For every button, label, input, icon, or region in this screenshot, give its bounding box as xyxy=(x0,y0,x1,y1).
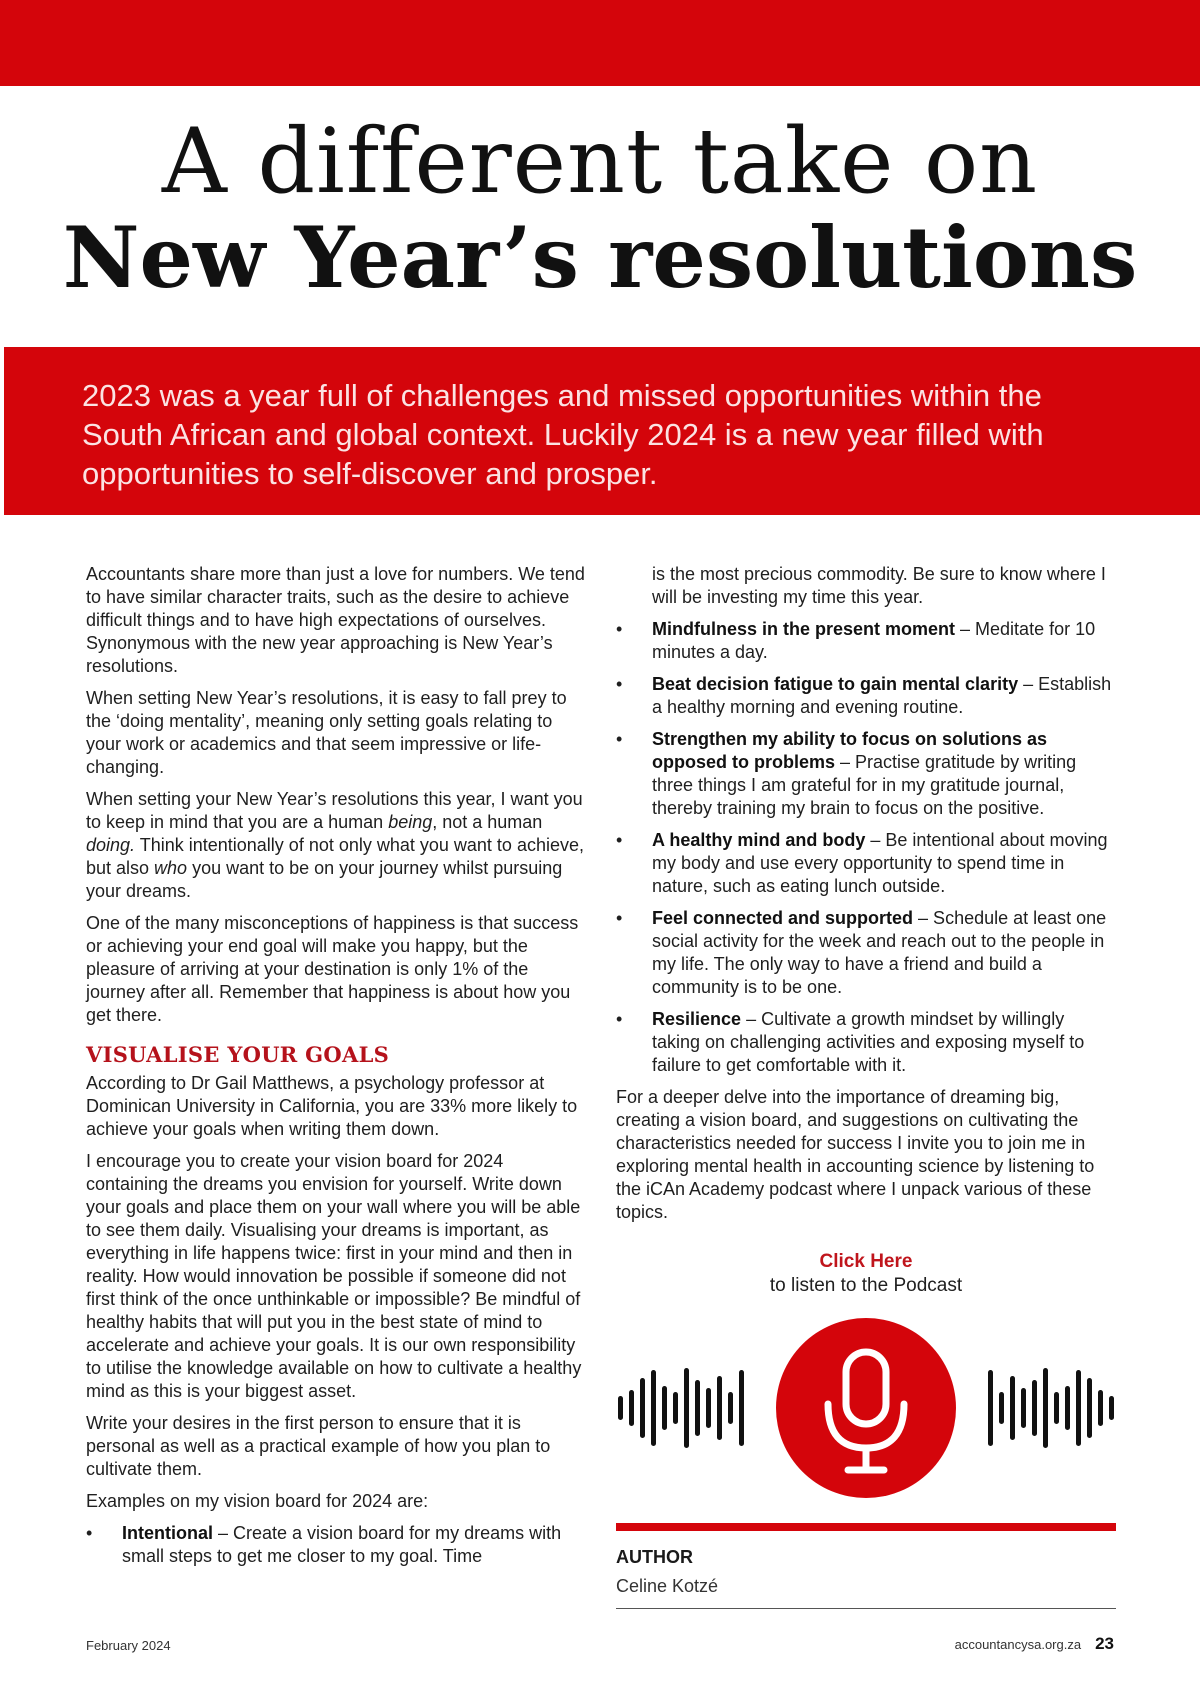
text-run: Think intentionally of not only what you want to achieve, but also xyxy=(86,835,584,878)
bullet-text: – Create a vision board for my dreams with small steps to get me closer to my goal. Time xyxy=(122,1523,562,1566)
bullet-title: Feel connected and supported xyxy=(652,908,914,928)
list-item xyxy=(616,673,1116,719)
bullet-icon: • xyxy=(616,729,623,749)
bullet-text: – Practise gratitude by writing three things I am grateful for in my gratitude journal, thereby training my brain to focus on the positive. xyxy=(652,752,1077,818)
bullet-icon: • xyxy=(616,908,623,928)
bullet-icon: • xyxy=(616,674,623,694)
bullet-text: – Establish a healthy morning and evening routine. xyxy=(652,674,1112,717)
podcast-cta[interactable] xyxy=(616,1250,1116,1298)
top-banner xyxy=(0,0,1200,86)
bullet-text: – Cultivate a growth mindset by willingly taking on challenging activities and exposing myself to failure to get comfortable with it. xyxy=(652,1009,1085,1075)
text-run: , not a human xyxy=(432,812,543,832)
paragraph: One of the many misconceptions of happiness is that success or achieving your end goal will make you happy, but the pleasure of arriving at your destination is only 1% of the journey after all. Remember that happiness is about how you get there. xyxy=(86,913,579,1025)
paragraph: For a deeper delve into the importance of dreaming big, creating a vision board, and suggestions on cultivating the characteristics needed for success I invite you to join me in exploring mental health in accounting science by listening to the iCAn Academy podcast where I unpack various of these topics. xyxy=(616,1087,1095,1222)
left-column xyxy=(86,563,586,1577)
click-here-link[interactable]: Click Here xyxy=(819,1251,913,1272)
bullet-icon: • xyxy=(616,1009,623,1029)
paragraph xyxy=(86,788,586,903)
emphasis: doing. xyxy=(86,835,136,855)
paragraph: I encourage you to create your vision board for 2024 containing the dreams you envision for yourself. Write down your goals and place them on your wall where you will be able to see them daily. Visualising your dreams is important, as everything in life happens twice: first in your mind and then in reality. How would innovation be possible if someone did not first think of the once unthinkable or impossible? Be mindful of healthy habits that will put you in the best state of mind to accelerate and achieve your goals. It is our own responsibility to utilise the knowledge available on how to cultivate a healthy mind as this is your biggest asset. xyxy=(86,1151,582,1401)
list-item xyxy=(616,618,1116,664)
bullet-title: Intentional xyxy=(122,1523,213,1543)
bullet-text: – Meditate for 10 minutes a day. xyxy=(652,619,1096,662)
sound-wave-left xyxy=(618,1368,744,1448)
bullet-title: A healthy mind and body xyxy=(652,830,866,850)
section-heading: VISUALISE YOUR GOALS xyxy=(86,1042,390,1067)
bullet-title: Resilience xyxy=(652,1009,742,1029)
bullet-text: – Be intentional about moving my body and use every opportunity to spend time in nature, such as eating lunch outside. xyxy=(652,830,1108,896)
list-item xyxy=(86,1522,586,1568)
paragraph: Accountants share more than just a love for numbers. We tend to have similar character traits, such as the desire to achieve difficult things and to have high expectations of ourselves. Synonymous with the new year approaching is New Year’s resolutions. xyxy=(86,564,585,676)
paragraph: Write your desires in the first person to ensure that it is personal as well as a practical example of how you plan to cultivate them. xyxy=(86,1413,551,1479)
author-divider xyxy=(616,1523,1116,1531)
bullet-list xyxy=(616,618,1116,1077)
title-line-2: New Year’s resolutions xyxy=(62,208,1138,307)
emphasis: being xyxy=(388,812,433,832)
cta-subtext: to listen to the Podcast xyxy=(769,1275,963,1296)
bullet-title: Beat decision fatigue to gain mental clarity xyxy=(652,674,1019,694)
page-number: 23 xyxy=(1095,1634,1114,1653)
article-title xyxy=(0,109,1200,308)
paragraph: When setting New Year’s resolutions, it is easy to fall prey to the ‘doing mentality’, meaning only setting goals relating to your work or academics and that seem impressive or life-changing. xyxy=(86,688,567,777)
footer-right xyxy=(955,1634,1114,1654)
bullet-icon: • xyxy=(86,1523,93,1543)
list-item xyxy=(616,728,1116,820)
right-column xyxy=(616,563,1116,1233)
footer-site: accountancysa.org.za xyxy=(954,1637,1082,1652)
paragraph: According to Dr Gail Matthews, a psychology professor at Dominican University in California, you are 33% more likely to achieve your goals when writing them down. xyxy=(86,1073,578,1139)
list-item xyxy=(616,829,1116,898)
author-name: Celine Kotzé xyxy=(616,1576,719,1596)
bullet-title: Strengthen my ability to focus on solutions as opposed to problems xyxy=(652,729,1048,772)
sound-wave-right xyxy=(988,1368,1114,1448)
author-underline xyxy=(616,1608,1116,1609)
list-item xyxy=(616,907,1116,999)
bullet-icon: • xyxy=(616,619,623,639)
podcast-graphic[interactable] xyxy=(616,1318,1116,1498)
bullet-icon: • xyxy=(616,830,623,850)
bullet-title: Mindfulness in the present moment xyxy=(652,619,956,639)
title-line-1: A different take on xyxy=(161,109,1039,214)
emphasis: who xyxy=(154,858,188,878)
paragraph: Examples on my vision board for 2024 are: xyxy=(86,1491,429,1511)
standfirst: 2023 was a year full of challenges and missed opportunities within the South African and global context. Luckily 2024 is a new year filled with opportunities to self-discover and prosper. xyxy=(82,378,1044,491)
bullet-list xyxy=(86,1522,586,1568)
footer-date: February 2024 xyxy=(86,1638,171,1653)
text-run: When setting your New Year’s resolutions this year, I want you to keep in mind that you are a human xyxy=(86,789,583,832)
paragraph-continuation: is the most precious commodity. Be sure to know where I will be investing my time this year. xyxy=(652,564,1106,607)
text-run: you want to be on your journey whilst pursuing your dreams. xyxy=(86,858,563,901)
author-label: AUTHOR xyxy=(616,1547,693,1567)
list-item xyxy=(616,1008,1116,1077)
bullet-text: – Schedule at least one social activity for the week and reach out to the people in my life. The only way to have a friend and build a community is to be one. xyxy=(652,908,1107,997)
